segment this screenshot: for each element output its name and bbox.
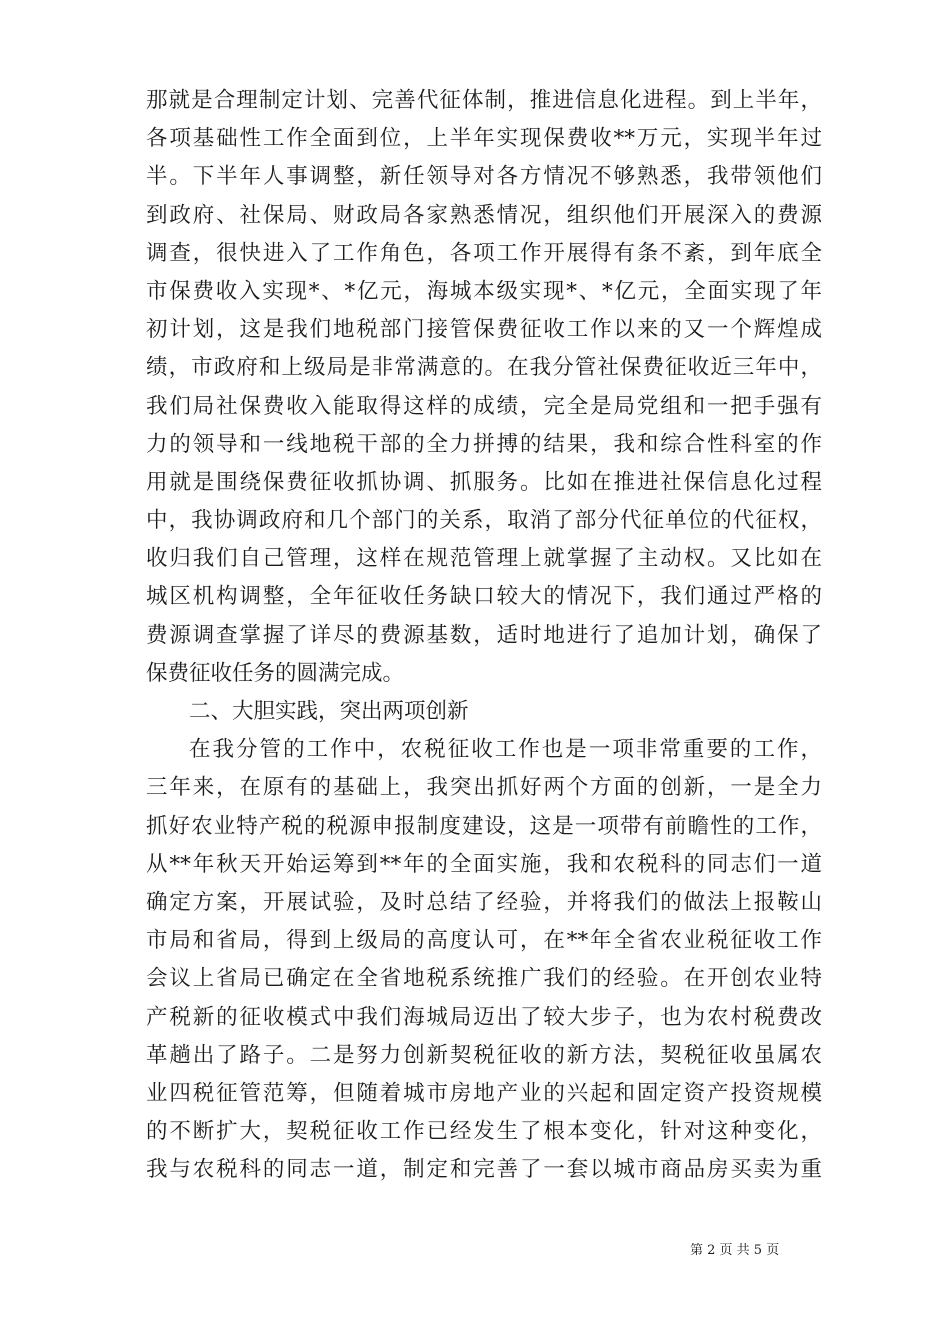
text-line: 我与农税科的同志一道，制定和完善了一套以城市商品房买卖为重 <box>146 1157 822 1183</box>
text-line: 那就是合理制定计划、完善代征体制，推进信息化进程。到上半年， <box>146 88 822 113</box>
text-line: 各项基础性工作全面到位，上半年实现保费收**万元，实现半年过 <box>146 126 822 152</box>
text-line: 费源调查掌握了详尽的费源基数，适时地进行了追加计划，确保了 <box>146 622 822 648</box>
text-line: 我们局社保费收入能取得这样的成绩，完全是局党组和一把手强有 <box>146 393 822 419</box>
text-line: 确定方案，开展试验，及时总结了经验，并将我们的做法上报鞍山 <box>146 889 822 915</box>
text-line: 市局和省局，得到上级局的高度认可，在**年全省农业税征收工作 <box>146 928 822 954</box>
page-number: 第 2 页 共 5 页 <box>690 1243 780 1258</box>
text-line: 到政府、社保局、财政局各家熟悉情况，组织他们开展深入的费源 <box>146 202 822 228</box>
text-line: 调查，很快进入了工作角色，各项工作开展得有条不紊，到年底全 <box>146 240 822 266</box>
text-line: 用就是围绕保费征收抓协调、抓服务。比如在推进社保信息化过程 <box>146 469 822 495</box>
text-line: 收归我们自己管理，这样在规范管理上就掌握了主动权。又比如在 <box>146 546 822 572</box>
text-line: 产税新的征收模式中我们海城局迈出了较大步子，也为农村税费改 <box>146 1004 822 1030</box>
text-line: 城区机构调整，全年征收任务缺口较大的情况下，我们通过严格的 <box>146 584 822 610</box>
document-body <box>146 82 822 1189</box>
text-line: 三年来，在原有的基础上，我突出抓好两个方面的创新，一是全力 <box>146 775 822 801</box>
text-line: 力的领导和一线地税干部的全力拼搏的结果，我和综合性科室的作 <box>146 431 822 457</box>
text-line: 业四税征管范筹，但随着城市房地产业的兴起和固定资产投资规模 <box>146 1080 822 1106</box>
text-line: 抓好农业特产税的税源申报制度建设，这是一项带有前瞻性的工作， <box>146 813 822 839</box>
text-line: 半。下半年人事调整，新任领导对各方情况不够熟悉，我带领他们 <box>146 164 822 190</box>
text-line: 中，我协调政府和几个部门的关系，取消了部分代征单位的代征权， <box>146 508 822 534</box>
text-line: 在我分管的工作中，农税征收工作也是一项非常重要的工作， <box>189 737 822 763</box>
text-line: 革趟出了路子。二是努力创新契税征收的新方法，契税征收虽属农 <box>146 1042 822 1068</box>
text-line: 绩，市政府和上级局是非常满意的。在我分管社保费征收近三年中， <box>146 355 822 381</box>
text-line: 市保费收入实现*、*亿元，海城本级实现*、*亿元，全面实现了年 <box>146 278 822 304</box>
text-line: 会议上省局已确定在全省地税系统推广我们的经验。在开创农业特 <box>146 966 822 992</box>
text-line: 保费征收任务的圆满完成。 <box>146 660 405 686</box>
section-heading: 二、大胆实践，突出两项创新 <box>189 699 469 724</box>
text-line: 初计划，这是我们地税部门接管保费征收工作以来的又一个辉煌成 <box>146 317 822 343</box>
text-line: 从**年秋天开始运筹到**年的全面实施，我和农税科的同志们一道 <box>146 851 822 877</box>
text-line: 的不断扩大，契税征收工作已经发生了根本变化，针对这种变化， <box>146 1119 822 1145</box>
